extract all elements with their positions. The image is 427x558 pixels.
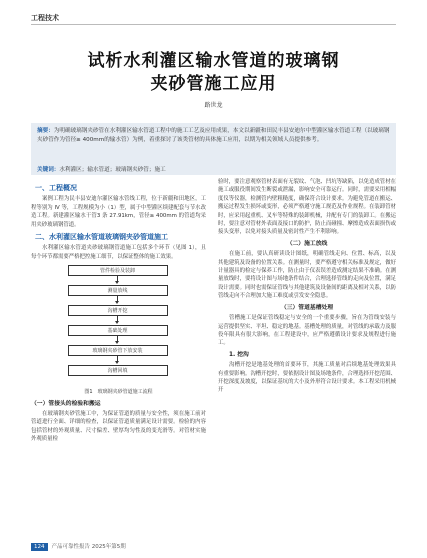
flow-step: 沟槽回填 — [68, 365, 168, 376]
flow-arrow — [117, 336, 118, 342]
right-column — [218, 178, 396, 395]
subsection-heading: （二）施工放线 — [286, 240, 328, 247]
header-rule — [31, 24, 396, 25]
subsection-heading: （一）管接头的检验和搬运 — [31, 400, 101, 407]
abstract-label: 摘要： — [37, 128, 54, 134]
title-line-2: 夹砂管施工应用 — [150, 74, 277, 94]
article-title — [31, 50, 396, 96]
title-line-1: 试析水利灌区输水管道的玻璃钢 — [87, 51, 340, 71]
section-heading: 一、工程概况 — [35, 184, 77, 192]
flow-step: 玻璃钢夹砂管下放安装 — [68, 345, 168, 356]
flow-arrow — [117, 296, 118, 302]
column-tag: 工程技术 — [31, 14, 59, 22]
abstract-text: 为明确玻璃钢夹砂管在水利灌区输水管道工程中的施工工艺及应用成果，本文以新疆和田民丰县安迪尔中型灌区输水管道工程（以玻璃钢夹砂管作为管径≥ 400mm的输水管）为例，着重探讨了该类管材的具体施工应用，以期为相关领域人员提供参考。 — [37, 128, 390, 143]
subsection-heading: 1. 挖沟 — [229, 351, 249, 358]
flow-arrow — [117, 276, 118, 282]
flow-step: 管件检验及装卸 — [68, 265, 168, 276]
paragraph: 案例工程为民丰县安迪尔灌区输水管线工程，位于新疆和田地区，工程等别为 IV 等，工程规模为小（1）型，属于中型灌区续建配套与节水改造工程。新建灌区输水干管3 条 27.91km，管径≥ 400mm 的管道均采用夹砂玻璃钢管道。 — [31, 196, 206, 228]
flow-arrow — [117, 316, 118, 322]
subsection-heading: （三）管道基槽处理 — [280, 304, 334, 311]
paragraph: 验时，要注意观察管材表面有无裂纹、气泡、凹坑等缺陷，以免造成管材在施工或服役期间发生断裂或泄漏，影响安全可靠运行。同时，需要采用相幅度仪等仪器，检测管内壁粗糙度，确保符合设计要求。为避免管道在搬运、搬运过程发生损坏或变形，必须严格遵守施工规范及作业规程。在装卸管材时，应采用起重机、叉车等特殊的装卸机械，并配有专门的装卸工。在搬运时，要注意对管材外表面及接口的防护，防止而碰撞、摩擦造成表面损伤或接头变形，以免对接头质量及密封性产生不利影响。 — [218, 179, 396, 236]
left-column — [31, 180, 206, 444]
keywords — [37, 165, 390, 173]
paragraph: 在玻璃钢夹砂管施工中，为保证管道的质量与安全性，须在施工前对管道进行全面、详细的检查，以保证管道质量满足设计需要。检验的内容包括管材的外观质量、尺寸偏差、壁厚均匀性及的变光滑等。对管材实施外观质量检 — [31, 411, 206, 443]
page-number: 124 — [31, 543, 48, 551]
page-footer — [31, 542, 126, 550]
flow-step: 基础处理 — [68, 325, 168, 336]
flow-step: 沟槽开挖 — [68, 305, 168, 316]
flow-step: 测量放线 — [68, 285, 168, 296]
keywords-text: 水利灌区；输水管道；玻璃钢夹砂管；施工 — [59, 167, 166, 173]
flowchart — [54, 265, 184, 387]
keywords-label: 关键词： — [37, 167, 60, 173]
flow-arrow — [117, 356, 118, 362]
section-heading: 二、水利灌区输水管道玻璃钢夹砂管道施工 — [35, 233, 168, 242]
figure-caption: 图1 玻璃钢夹砂管道施工流程 — [84, 389, 153, 396]
paragraph: 水利灌区输水管道夹砂玻璃钢管道施工包括多个环节（见图 1），且每个环节都需要严格把控施工细节，以保证整体的施工效果。 — [31, 245, 206, 260]
paragraph: 管槽施工是保证管线稳定与安全的一个重要步骤，旨在为管线安装与运营提供坚实、平坦、稳定的地基。基槽处理的质量，对管线的承载力及服役年限具有很大影响，在工程建设中，应严格遵循设计要求及规程进行施工。 — [218, 315, 396, 347]
author: 路世龙 — [204, 102, 223, 109]
journal-name: 产品可靠性报告 2025年第5期 — [51, 544, 126, 550]
paragraph: 在施工前，要认真研读设计图纸，明确管线走向、位置、标高，以及其他建筑及设备的位置关系。在测量时，要严格遵守相关标准及规定，做好计量器具的检定与保养工作，防止由于仪表误差造成测定结果不准确。在测量放线时，要将设计图与场地条件结合，合理选择管线的走向及位置，满足设计需要。同时也需保证管线与其他建筑及设备间的距离及相对关系，以防管线走向不合理加大施工难度或引发安全隐患。 — [218, 251, 396, 300]
paragraph: 沟槽开挖是地基处理的首要环节，其施工质量对后续地基处理效果具有重要影响。沟槽开挖时，要依据设计图及场地条件，合理选择开挖范围、开挖深度及坡度，以保证基坑的大小及外形符合设计要求。本工程采用机械开 — [218, 362, 396, 394]
